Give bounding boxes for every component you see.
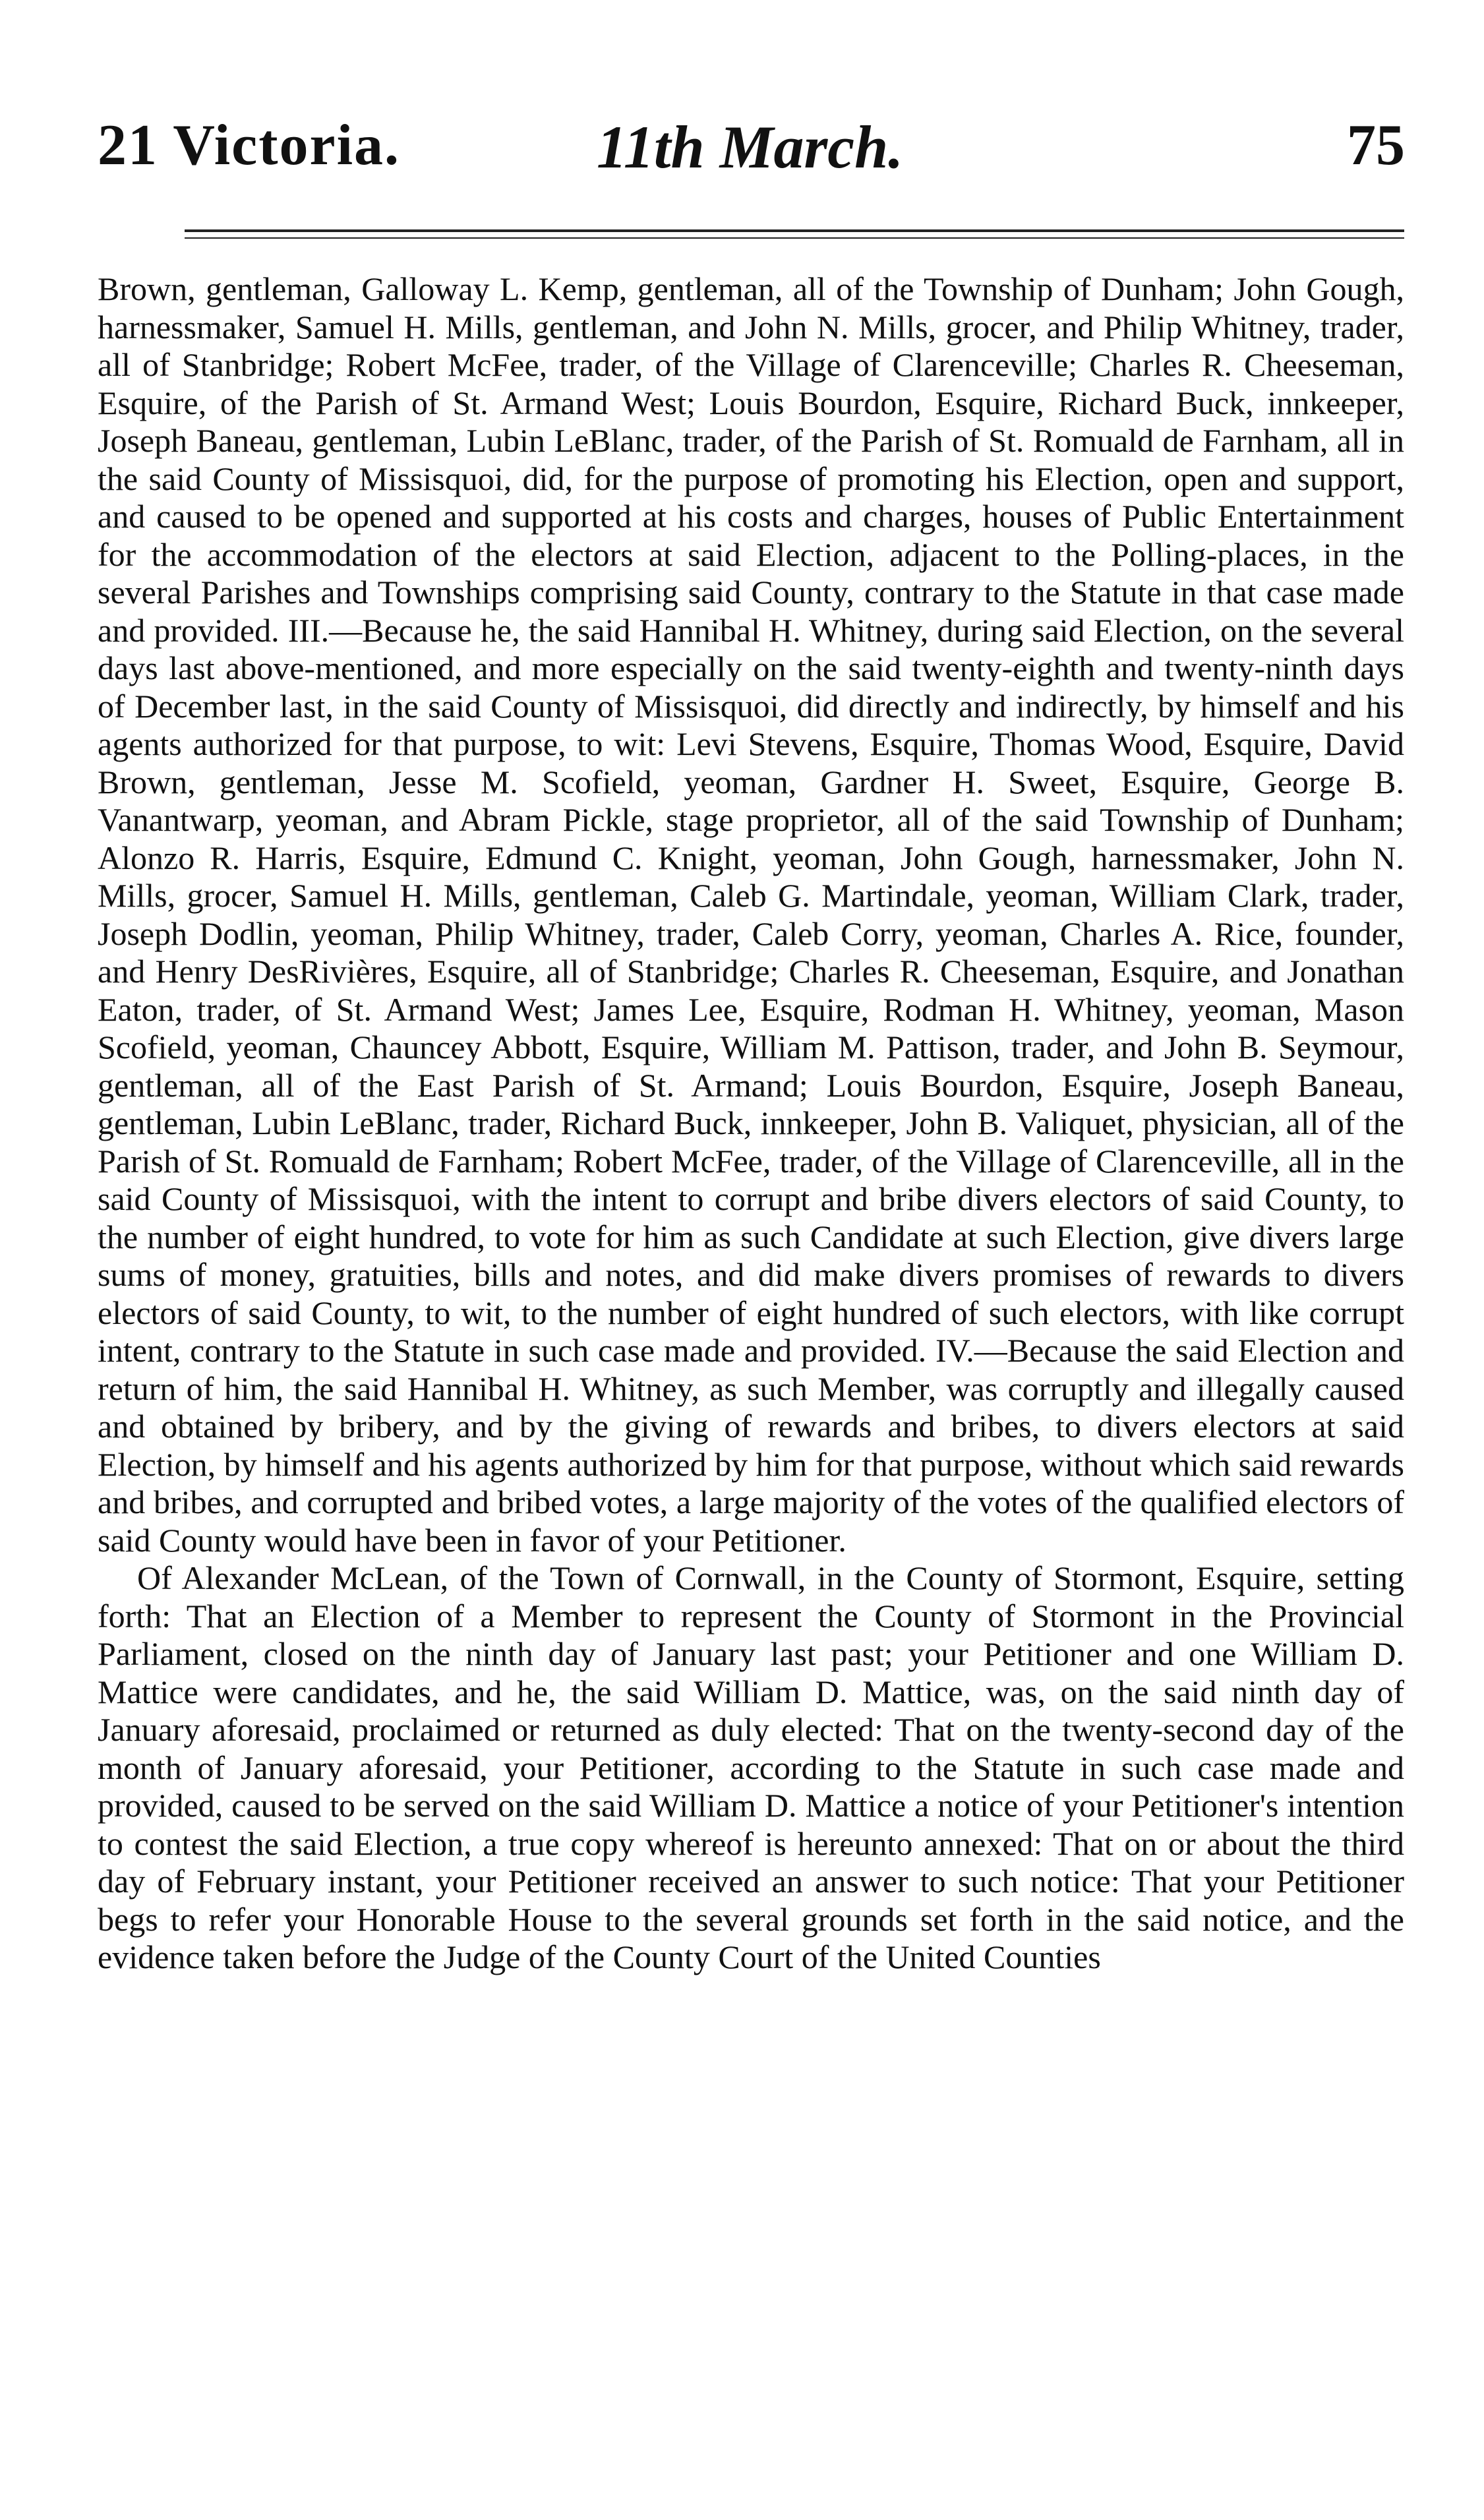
header-rule-thin [185, 237, 1404, 239]
paragraph-continued-petition: Brown, gentleman, Galloway L. Kemp, gentleman, all of the Township of Dunham; John Gough, harnessmaker, Samuel H. Mills, gentleman, and John N. Mills, grocer, and Philip Whitney, trader, all of Stanbridge; Robert McFee, trader, of the Village of Clarenceville; Charles R. Cheeseman, Esquire, of the Parish of St. Armand West; Louis Bourdon, Esquire, Richard Buck, innkeeper, Joseph Baneau, gentleman, Lubin LeBlanc, trader, of the Parish of St. Romuald de Farnham, all in the said County of Missisquoi, did, for the purpose of promoting his Election, open and support, and caused to be opened and supported at his costs and charges, houses of Public Entertainment for the accommodation of the electors at said Election, adjacent to the Polling-places, in the several Parishes and Townships comprising said County, contrary to the Statute in that case made and provided. III.—Because he, the said Hannibal H. Whitney, during said Election, on the several days last above-mentioned, and more especially on the said twenty-eighth and twenty-ninth days of December last, in the said County of Missisquoi, did directly and indirectly, by himself and his agents authorized for that purpose, to wit: Levi Stevens, Esquire, Thomas Wood, Esquire, David Brown, gentleman, Jesse M. Scofield, yeoman, Gardner H. Sweet, Esquire, George B. Vanantwarp, yeoman, and Abram Pickle, stage proprietor, all of the said Township of Dunham; Alonzo R. Harris, Esquire, Edmund C. Knight, yeoman, John Gough, harnessmaker, John N. Mills, grocer, Samuel H. Mills, gentleman, Caleb G. Martindale, yeoman, William Clark, trader, Joseph Dodlin, yeoman, Philip Whitney, trader, Caleb Corry, yeoman, Charles A. Rice, founder, and Henry DesRivières, Esquire, all of Stanbridge; Charles R. Cheeseman, Esquire, and Jonathan Eaton, trader, of St. Armand West; James Lee, Esquire, Rodman H. Whitney, yeoman, Mason Scofield, yeoman, Chauncey Abbott, Esquire, William M. Pattison, trader, and John B. Seymour, gentleman, all of the East Parish of St. Armand; Louis Bourdon, Esquire, Joseph Baneau, gentleman, Lubin LeBlanc, trader, Richard Buck, innkeeper, John B. Valiquet, physician, all of the Parish of St. Romuald de Farnham; Robert McFee, trader, of the Village of Clarenceville, all in the said County of Missisquoi, with the intent to corrupt and bribe divers electors of said County, to the number of eight hundred, to vote for him as such Candidate at such Election, give divers large sums of money, gratuities, bills and notes, and did make divers promises of rewards to divers electors of said County, to wit, to the number of eight hundred of such electors, with like corrupt intent, contrary to the Statute in such case made and provided. IV.—Because the said Election and return of him, the said Hannibal H. Whitney, as such Member, was corruptly and illegally caused and obtained by bribery, and by the giving of rewards and bribes, to divers electors at said Election, by himself and his agents authorized by him for that purpose, without which said rewards and bribes, and corrupted and bribed votes, a large majority of the votes of the qualified electors of said County would have been in favor of your Petitioner. [98, 270, 1404, 1559]
paragraph-mclean-petition: Of Alexander McLean, of the Town of Cornwall, in the County of Stormont, Esquire, setting forth: That an Election of a Member to represent the County of Stormont in the Provincial Parliament, closed on the ninth day of January last past; your Petitioner and one William D. Mattice were candidates, and he, the said William D. Mattice, was, on the said ninth day of January aforesaid, proclaimed or returned as duly elected: That on the twenty-second day of the month of January aforesaid, your Petitioner, according to the Statute in such case made and provided, caused to be served on the said William D. Mattice a notice of your Petitioner's intention to contest the said Election, a true copy whereof is hereunto annexed: That on or about the third day of February instant, your Petitioner received an answer to such notice: That your Petitioner begs to refer your Honorable House to the several grounds set forth in the said notice, and the evidence taken before the Judge of the County Court of the United Counties [98, 1559, 1404, 1975]
header-date: 11th March. [597, 113, 904, 181]
header-volume: 21 Victoria. [98, 113, 401, 177]
page-number: 75 [1347, 113, 1405, 177]
header-rule-thick [185, 229, 1404, 232]
body-text [98, 270, 1404, 1977]
running-header [0, 0, 1484, 198]
